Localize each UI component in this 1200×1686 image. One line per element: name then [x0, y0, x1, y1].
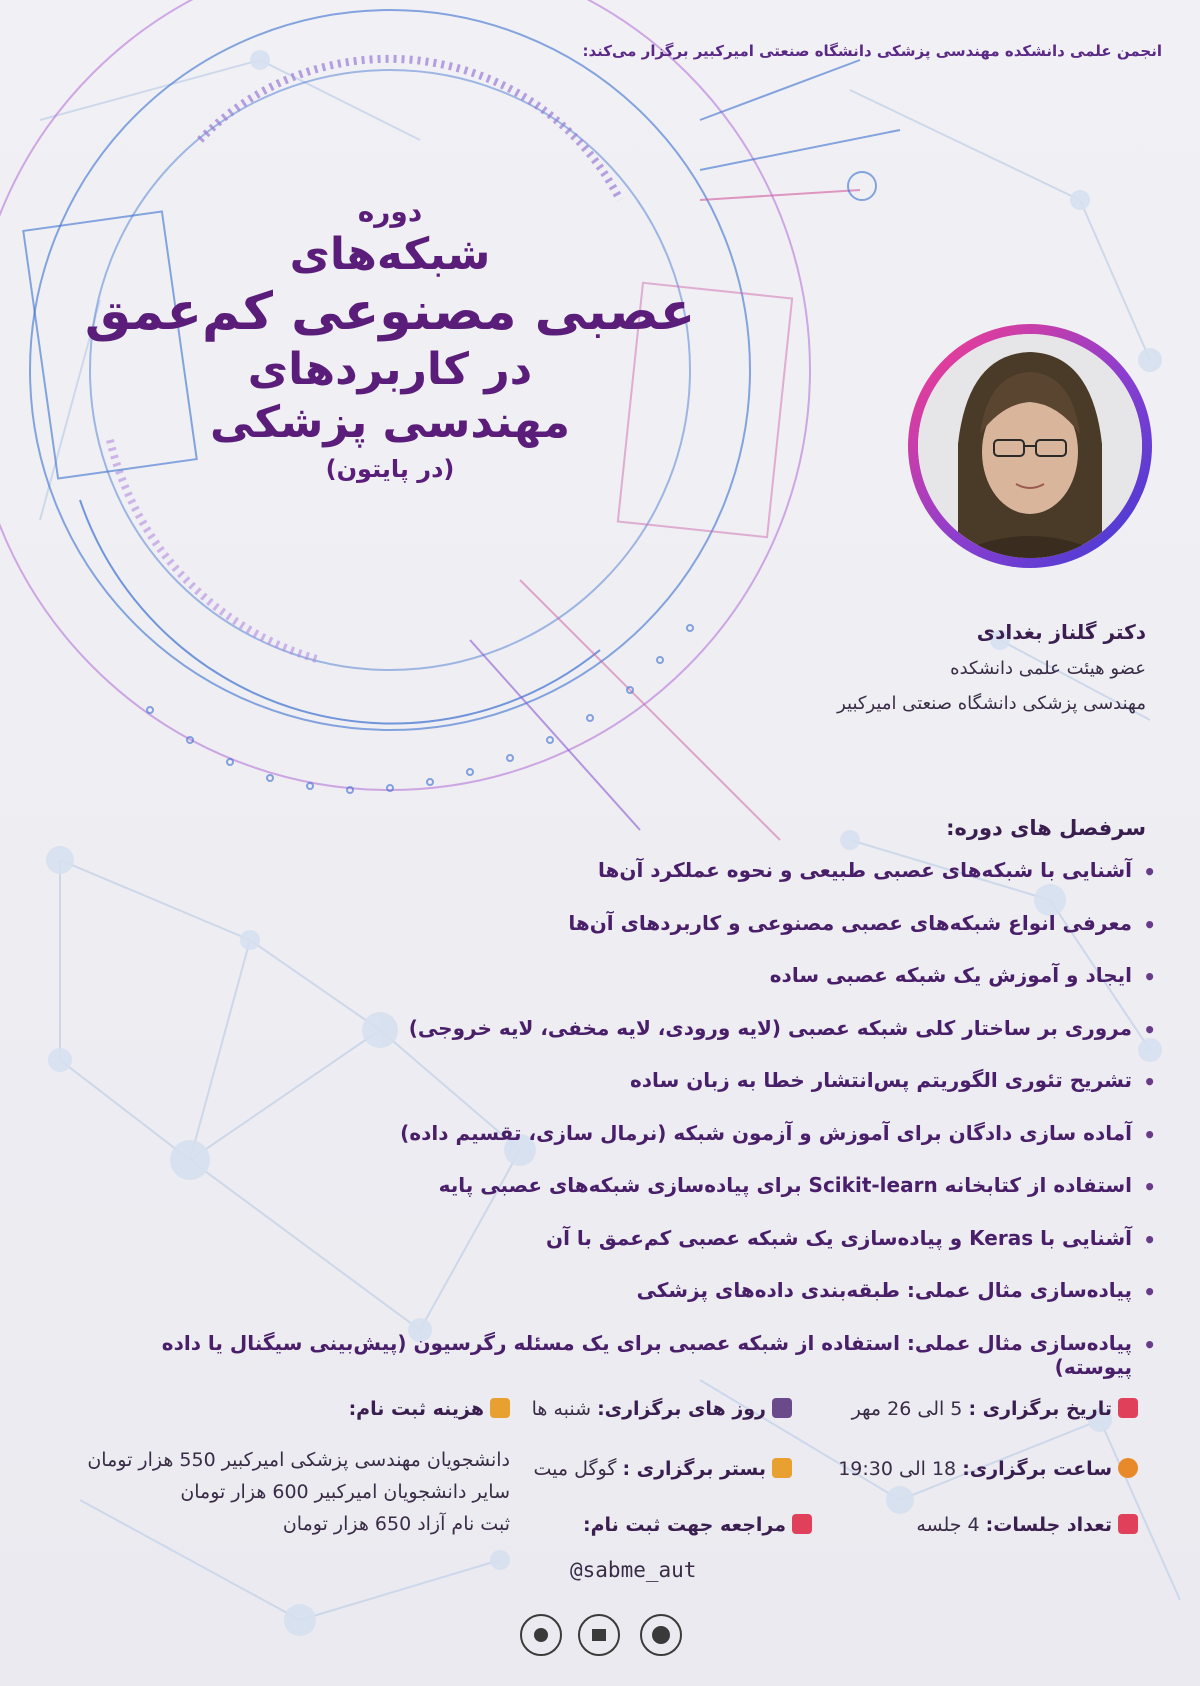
person-badge-icon	[772, 1398, 792, 1418]
phone-icon	[772, 1458, 792, 1478]
topic-text: پیاده‌سازی مثال عملی: طبقه‌بندی داده‌های پزشکی	[636, 1278, 1132, 1302]
chat-icon	[792, 1514, 812, 1534]
topic-text: تشریح تئوری الگوریتم پس‌انتشار خطا به زبان ساده	[629, 1068, 1132, 1092]
topic-item	[80, 963, 1160, 1016]
fee-label: هزینه ثبت نام:	[348, 1398, 484, 1420]
course-title	[80, 195, 700, 484]
title-line-4: در کاربردهای	[247, 343, 533, 395]
topic-item	[80, 1173, 1160, 1226]
days-label: روز های برگزاری:	[597, 1398, 766, 1420]
time-value: 18 الی 19:30	[838, 1458, 957, 1480]
register-handle-link[interactable]: @sabme_aut	[570, 1558, 697, 1582]
platform-value: گوگل میت	[533, 1458, 617, 1480]
bullet-icon: •	[1143, 1070, 1156, 1094]
topic-item	[80, 1331, 1160, 1384]
logos	[515, 1605, 695, 1665]
sessions-label: تعداد جلسات:	[985, 1514, 1112, 1536]
bullet-icon: •	[1143, 912, 1156, 937]
title-line-1: دوره	[357, 195, 423, 228]
sessions-info	[916, 1514, 1138, 1536]
topic-text: معرفی انواع شبکه‌های عصبی مصنوعی و کاربردهای آن‌ها	[568, 910, 1132, 935]
topic-item	[80, 1068, 1160, 1121]
date-value: 5 الی 26 مهر	[851, 1398, 963, 1420]
organizer-line: انجمن علمی دانشکده مهندسی پزشکی دانشگاه صنعتی امیرکبیر برگزار می‌کند:	[582, 42, 1162, 60]
time-label: ساعت برگزاری:	[962, 1458, 1112, 1480]
title-line-3: عصبی مصنوعی کم‌عمق	[84, 282, 696, 343]
topic-text: استفاده از کتابخانه Scikit-learn برای پیاده‌سازی شبکه‌های عصبی پایه	[438, 1173, 1132, 1197]
days-info	[532, 1398, 792, 1420]
topic-item	[80, 1226, 1160, 1279]
money-icon	[490, 1398, 510, 1418]
days-value: شنبه ها	[531, 1398, 592, 1420]
instructor-photo-ring	[908, 324, 1152, 568]
bullet-icon: •	[1143, 965, 1156, 989]
topic-text: آماده سازی دادگان برای آموزش و آزمون شبکه (نرمال سازی، تقسیم داده)	[400, 1120, 1132, 1145]
instructor-name: دکتر گلناز بغدادی	[976, 620, 1146, 644]
bullet-icon: •	[1143, 860, 1156, 884]
title-line-6: (در پایتون)	[325, 455, 455, 484]
bullet-icon: •	[1143, 1332, 1156, 1357]
instructor-role: عضو هیئت علمی دانشکده	[950, 658, 1146, 679]
bullet-icon: •	[1143, 1122, 1156, 1147]
instructor-info	[606, 620, 1146, 728]
fee-line: سایر دانشجویان امیرکبیر 600 هزار تومان	[180, 1481, 510, 1503]
topic-text: پیاده‌سازی مثال عملی: استفاده از شبکه عصبی برای یک مسئله رگرسیون (پیش‌بینی سیگنال یا داده پیوسته)	[161, 1330, 1132, 1379]
clipboard-icon	[1118, 1514, 1138, 1534]
topic-text: مروری بر ساختار کلی شبکه عصبی (لایه ورودی، لایه مخفی، لایه خروجی)	[408, 1015, 1132, 1040]
topic-text: ایجاد و آموزش یک شبکه عصبی ساده	[769, 963, 1132, 987]
topic-item	[80, 911, 1160, 964]
topics-heading: سرفصل های دوره:	[946, 816, 1146, 840]
topic-item	[80, 1121, 1160, 1174]
date-info	[852, 1398, 1138, 1420]
register-label: مراجعه جهت ثبت نام:	[582, 1514, 786, 1536]
register-info	[583, 1514, 812, 1536]
topic-item	[80, 1016, 1160, 1069]
alarm-clock-icon	[1118, 1458, 1138, 1478]
date-label: تاریخ برگزاری :	[968, 1398, 1112, 1420]
topics-list	[80, 858, 1160, 1383]
bullet-icon: •	[1143, 1227, 1156, 1252]
topic-item	[80, 1278, 1160, 1331]
platform-label: بستر برگزاری :	[622, 1458, 766, 1480]
sessions-value: 4 جلسه	[916, 1514, 980, 1536]
instructor-photo	[918, 334, 1142, 558]
title-line-2: شبکه‌های	[289, 228, 491, 280]
fee-line: ثبت نام آزاد 650 هزار تومان	[282, 1513, 510, 1535]
fee-line: دانشجویان مهندسی پزشکی امیرکبیر 550 هزار تومان	[87, 1449, 510, 1471]
fee-info	[349, 1398, 510, 1420]
bullet-icon: •	[1143, 1280, 1156, 1304]
topic-item	[80, 858, 1160, 911]
instructor-affiliation: مهندسی پزشکی دانشگاه صنعتی امیرکبیر	[837, 693, 1146, 714]
topic-text: آشنایی با شبکه‌های عصبی طبیعی و نحوه عملکرد آن‌ها	[598, 858, 1132, 882]
bullet-icon: •	[1143, 1175, 1156, 1199]
fee-list	[30, 1444, 510, 1540]
title-line-5: مهندسی پزشکی	[209, 396, 571, 448]
topic-text: آشنایی با Keras و پیاده‌سازی یک شبکه عصبی کم‌عمق با آن	[546, 1225, 1132, 1250]
bullet-icon: •	[1143, 1017, 1156, 1042]
platform-info	[533, 1458, 792, 1480]
time-info	[838, 1458, 1138, 1480]
calendar-icon	[1118, 1398, 1138, 1418]
